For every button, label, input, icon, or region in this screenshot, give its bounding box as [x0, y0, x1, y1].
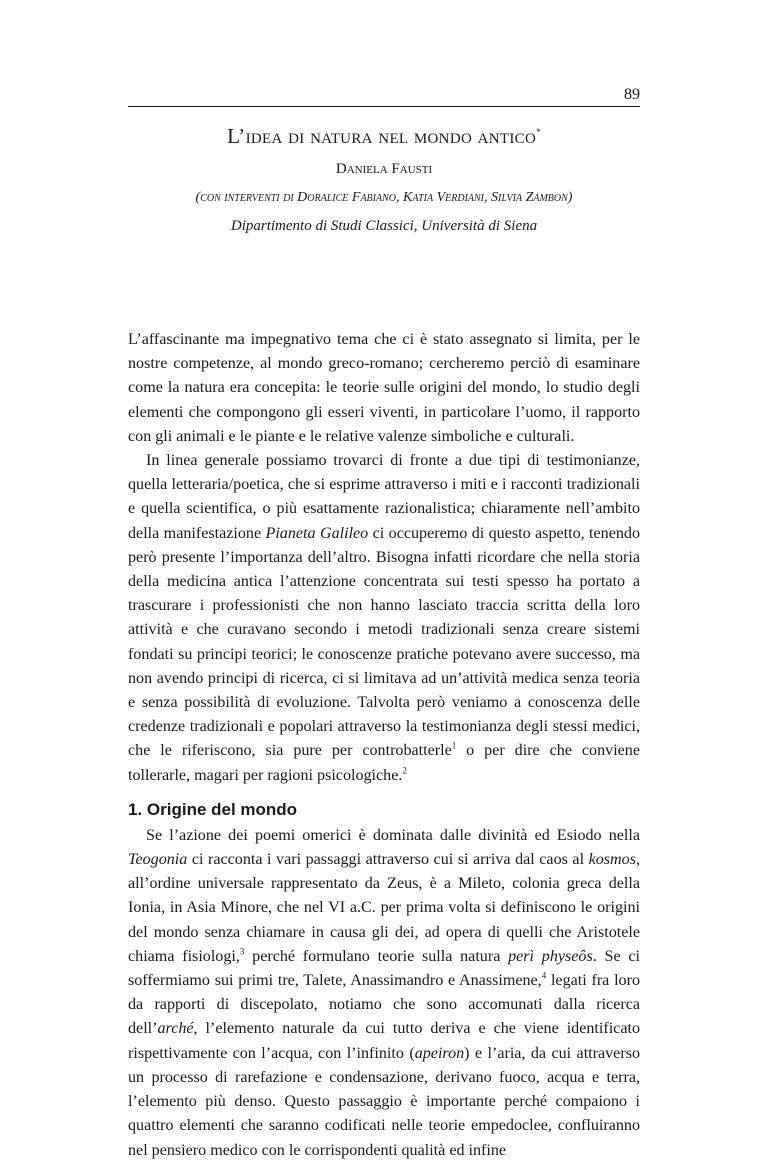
- affiliation: Dipartimento di Studi Classici, Università di Siena: [230, 218, 538, 234]
- emphasis-kosmos: kosmos: [588, 851, 636, 869]
- contributors: (con interventi di Doralice Fabiano, Katia Verdiani, Silvia Zambon): [195, 190, 573, 205]
- emphasis-apeiron: apeiron: [414, 1044, 465, 1062]
- title-text: L’idea di natura nel mondo antico: [227, 124, 537, 148]
- footnote-ref-1[interactable]: 1: [451, 741, 457, 752]
- text-run: , all’ordine universale rappresentato da Zeus, è a Mileto, colonia greca della Ionia, in Asia Minore, che nel VI a.C. per prima volta si definiscono le origini del mondo senza chiamare in causa gli dei, ad opera di quelli che Aristotele chiama fisiologi,: [128, 851, 640, 965]
- footnote-ref-2[interactable]: 2: [402, 765, 407, 776]
- title-note-mark: *: [536, 127, 541, 137]
- text-run: , l’elemento naturale da cui tutto deriva e che viene identificato rispettivamente con l’acqua, con l’infinito (: [128, 1020, 640, 1062]
- footnote-ref-4[interactable]: 4: [541, 970, 547, 981]
- footnote-ref-3[interactable]: 3: [239, 946, 245, 957]
- header-rule: [128, 106, 640, 107]
- emphasis-arche: arché: [157, 1020, 194, 1038]
- text-run: legati fra loro da rapporti di discepolato, notiamo che sono accomunati dalla ricerca dell’: [128, 972, 640, 1038]
- paragraph-testimonianze: [128, 449, 640, 788]
- emphasis-pianeta-galileo: Pianeta Galileo: [265, 524, 369, 542]
- paragraph-origine: [128, 824, 640, 1163]
- text-run: ) e l’aria, da cui attraverso un processo di rarefazione e condensazione, derivano fuoco, acqua e terra, l’elemento più denso. Questo passaggio è importante perché compaiono i quattro elementi che saranno codificati nelle teorie empedoclee, confluiranno nel pensiero medico con le corrispondenti qualità ed infine: [128, 1044, 640, 1159]
- emphasis-teogonia: Teogonia: [128, 851, 188, 869]
- text-run: Se l’azione dei poemi omerici è dominata dalle divinità ed Esiodo nella: [146, 826, 640, 844]
- text-run: perché formulano teorie sulla natura: [244, 947, 509, 965]
- text-run: ci racconta i vari passaggi attraverso cui si arriva dal caos al: [187, 851, 589, 869]
- page-number: 89: [624, 86, 640, 103]
- article-header: [128, 124, 640, 235]
- section-heading: 1. Origine del mondo: [128, 799, 298, 819]
- article-body: [128, 328, 640, 1163]
- text-run: In linea generale possiamo trovarci di fronte a due tipi di testimonianze, quella letteraria/poetica, che si esprime attraverso i miti e i racconti tradizionali e quella scientifica, o più esattamente razionalistica; chiaramente nell’ambito della manifestazione: [128, 452, 640, 542]
- text-run: ci occuperemo di questo aspetto, tenendo però presente l’importanza dell’altro. Bisogna infatti ricordare che nella storia della medicina antica l’attenzione concentrata sui testi spesso ha portato a trascurare i professionisti che non hanno lasciato traccia scritta della loro attività e che curavano secondo i metodi tradizionali senza creare sistemi fondati su principi teorici; le conoscenze pratiche potevano avere successo, ma non avendo principi di ricerca, ci si limitava ad un’attività medica senza teoria e senza possibilità di evoluzione. Talvolta però veniamo a conoscenza delle credenze tradizionali e popolari attraverso la testimonianza degli stessi medici, che le riferiscono, sia pure per controbatterle: [128, 524, 640, 760]
- article-title: [128, 124, 640, 149]
- author-name: Daniela Fausti: [335, 161, 433, 177]
- text-run: o per dire che conviene tollerarle, magari per ragioni psicologiche.: [128, 742, 640, 784]
- text-run: . Se ci soffermiamo sui primi tre, Talete, Anassimandro e Anassimene,: [128, 947, 640, 990]
- paragraph-intro: L’affascinante ma impegnativo tema che ci è stato assegnato si limita, per le nostre competenze, al mondo greco-romano; cercheremo perciò di esaminare come la natura era concepita: le teorie sulle origini del mondo, lo studio degli elementi che compongono gli esseri viventi, in particolare l’uomo, il rapporto con gli animali e le piante e le relative valenze simboliche e culturali.: [128, 331, 640, 445]
- emphasis-peri-physeos: perì physeôs: [508, 947, 593, 965]
